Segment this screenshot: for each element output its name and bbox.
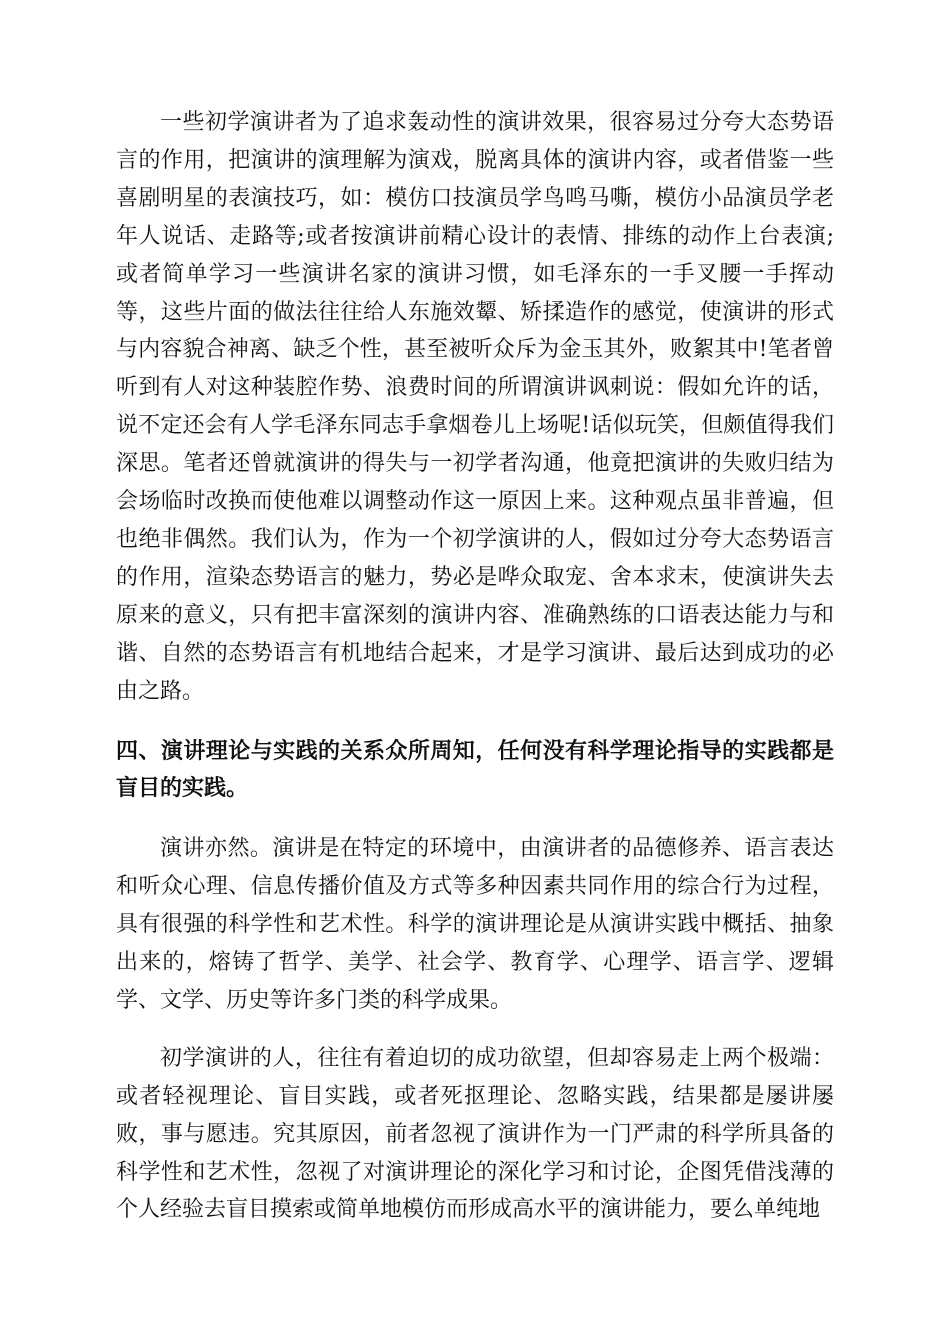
section-heading: 四、演讲理论与实践的关系众所周知，任何没有科学理论指导的实践都是盲目的实践。 <box>116 738 834 802</box>
paragraph-spacer <box>116 1020 834 1040</box>
document-page <box>116 104 834 1229</box>
body-paragraph: 一些初学演讲者为了追求轰动性的演讲效果，很容易过分夸大态势语言的作用，把演讲的演理解为演戏，脱离具体的演讲内容，或者借鉴一些喜剧明星的表演技巧，如：模仿口技演员学鸟鸣马嘶，模仿小品演员学老年人说话、走路等;或者按演讲前精心设计的表情、排练的动作上台表演;或者简单学习一些演讲名家的演讲习惯，如毛泽东的一手叉腰一手挥动等，这些片面的做法往往给人东施效颦、矫揉造作的感觉，使演讲的形式与内容貌合神离、缺乏个性，甚至被听众斥为金玉其外，败絮其中!笔者曾听到有人对这种装腔作势、浪费时间的所谓演讲讽刺说：假如允许的话，说不定还会有人学毛泽东同志手拿烟卷儿上场呢!话似玩笑，但颇值得我们深思。笔者还曾就演讲的得失与一初学者沟通，他竟把演讲的失败归结为会场临时改换而使他难以调整动作这一原因上来。这种观点虽非普遍，但也绝非偶然。我们认为，作为一个初学演讲的人，假如过分夸大态势语言的作用，渲染态势语言的魅力，势必是哗众取宠、舍本求末，使演讲失去原来的意义，只有把丰富深刻的演讲内容、准确熟练的口语表达能力与和谐、自然的态势语言有机地结合起来，才是学习演讲、最后达到成功的必由之路。 <box>116 110 834 704</box>
body-paragraph: 演讲亦然。演讲是在特定的环境中，由演讲者的品德修养、语言表达和听众心理、信息传播价值及方式等多种因素共同作用的综合行为过程，具有很强的科学性和艺术性。科学的演讲理论是从演讲实践中概括、抽象出来的，熔铸了哲学、美学、社会学、教育学、心理学、语言学、逻辑学、文学、历史等许多门类的科学成果。 <box>116 836 834 1013</box>
body-paragraph: 初学演讲的人，往往有着迫切的成功欲望，但却容易走上两个极端：或者轻视理论、盲目实践，或者死抠理论、忽略实践，结果都是屡讲屡败，事与愿违。究其原因，前者忽视了演讲作为一门严肃的科学所具备的科学性和艺术性，忽视了对演讲理论的深化学习和讨论，企图凭借浅薄的个人经验去盲目摸索或简单地模仿而形成高水平的演讲能力，要么单纯地 <box>116 1045 834 1223</box>
